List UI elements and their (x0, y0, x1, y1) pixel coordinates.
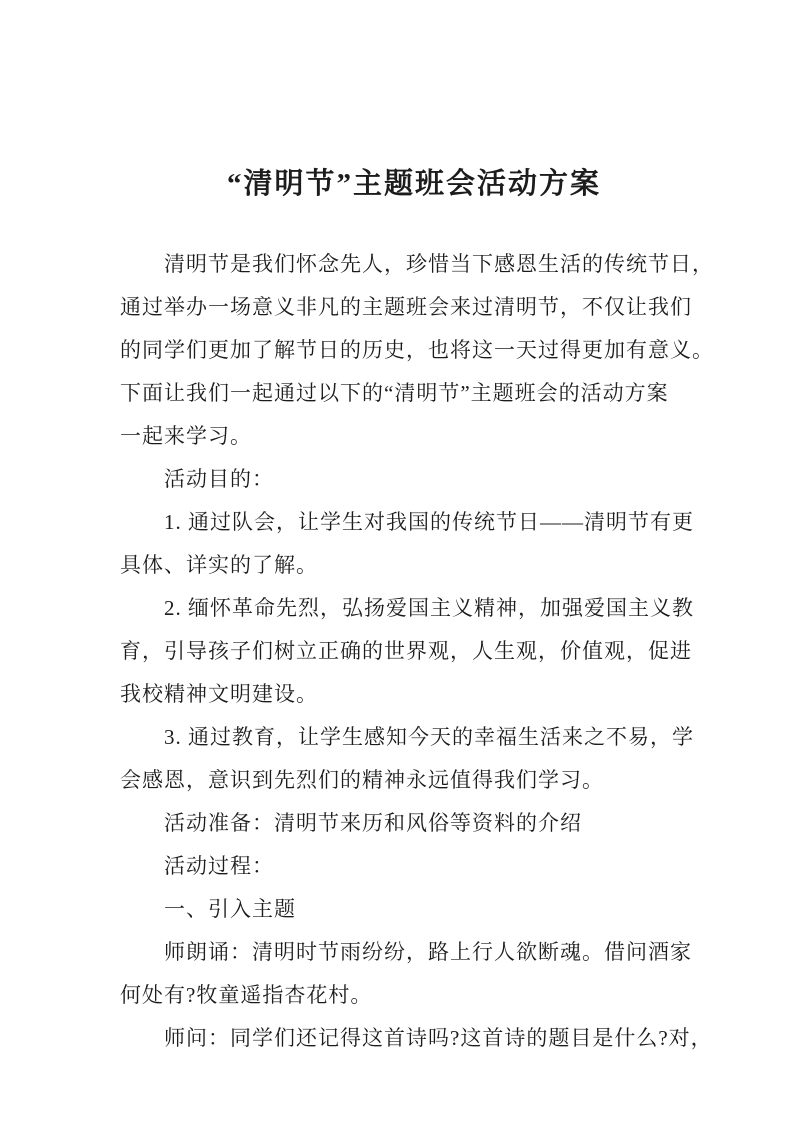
document-body (120, 243, 714, 1060)
document-title: “清明节”主题班会活动方案 (226, 168, 601, 200)
text-line: 师朗诵：清明时节雨纷纷，路上行人欲断魂。借问酒家 (164, 940, 692, 964)
text-line: 活动目的： (164, 467, 274, 491)
text-line: 活动准备：清明节来历和风俗等资料的介绍 (164, 811, 582, 835)
text-line: 育，引导孩子们树立正确的世界观，人生观，价值观，促进 (120, 639, 692, 663)
text-line: 活动过程： (164, 854, 274, 878)
text-line: 下面让我们一起通过以下的“清明节”主题班会的活动方案 (120, 381, 669, 405)
text-line: 1. 通过队会，让学生对我国的传统节日——清明节有更 (164, 510, 694, 534)
text-line: 会感恩，意识到先烈们的精神永远值得我们学习。 (120, 768, 604, 792)
text-line: 具体、详实的了解。 (120, 553, 318, 577)
text-line: 2. 缅怀革命先烈，弘扬爱国主义精神，加强爱国主义教 (164, 596, 694, 620)
text-line: 通过举办一场意义非凡的主题班会来过清明节，不仅让我们 (120, 295, 692, 319)
text-line: 我校精神文明建设。 (120, 682, 318, 706)
text-line: 师问：同学们还记得这首诗吗?这首诗的题目是什么?对， (164, 1026, 713, 1050)
text-line: 何处有?牧童遥指杏花村。 (120, 983, 373, 1007)
text-line: 清明节是我们怀念先人，珍惜当下感恩生活的传统节日， (164, 252, 714, 276)
text-line: 一起来学习。 (120, 424, 252, 448)
text-line: 的同学们更加了解节日的历史，也将这一天过得更加有意义。 (120, 338, 714, 362)
text-line: 3. 通过教育，让学生感知今天的幸福生活来之不易，学 (164, 725, 694, 749)
text-line: 一、引入主题 (164, 897, 296, 921)
